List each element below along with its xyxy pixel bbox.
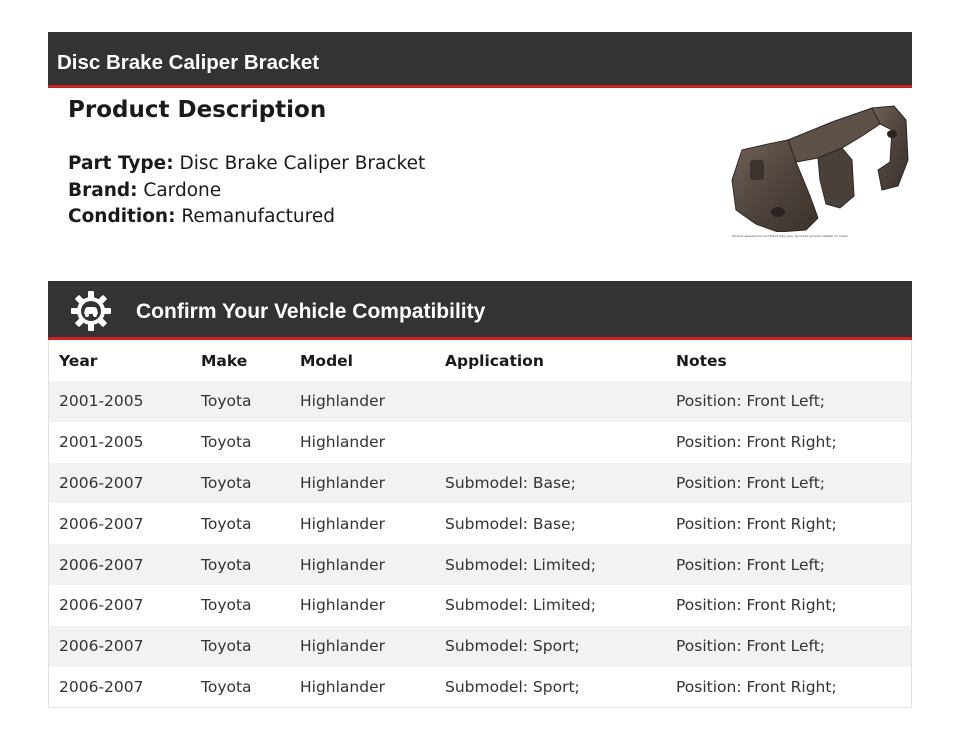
- cell-notes: Position: Front Left;: [666, 544, 912, 585]
- cell-make: Toyota: [191, 381, 290, 422]
- cell-application: Submodel: Sport;: [435, 667, 666, 708]
- part-type-value: Disc Brake Caliper Bracket: [179, 153, 426, 174]
- condition-value: Remanufactured: [181, 206, 335, 227]
- table-row: [49, 422, 912, 463]
- table-row: [49, 667, 912, 708]
- cell-model: Highlander: [290, 667, 435, 708]
- table-row: [49, 544, 912, 585]
- compatibility-table: [48, 340, 912, 708]
- table-row: [49, 585, 912, 626]
- caliper-bracket-image: [722, 100, 912, 232]
- cell-notes: Position: Front Right;: [666, 422, 912, 463]
- column-header-application: Application: [445, 351, 544, 370]
- cell-make: Toyota: [191, 585, 290, 626]
- cell-make: Toyota: [191, 667, 290, 708]
- table-row: [49, 503, 912, 544]
- part-type-label: Part Type:: [68, 153, 174, 174]
- cell-model: Highlander: [290, 585, 435, 626]
- column-header-make: Make: [201, 351, 248, 370]
- cell-notes: Position: Front Right;: [666, 667, 912, 708]
- cell-application: Submodel: Limited;: [435, 585, 666, 626]
- cell-year: 2006-2007: [49, 667, 191, 708]
- cell-model: Highlander: [290, 503, 435, 544]
- title-bar: [48, 32, 912, 88]
- brand-row: [68, 178, 425, 205]
- table-header-row: [49, 340, 912, 381]
- cell-notes: Position: Front Right;: [666, 585, 912, 626]
- cell-application: Submodel: Limited;: [435, 544, 666, 585]
- cell-model: Highlander: [290, 422, 435, 463]
- cell-make: Toyota: [191, 422, 290, 463]
- cell-year: 2001-2005: [49, 381, 191, 422]
- column-header-year: Year: [59, 351, 98, 370]
- cell-year: 2006-2007: [49, 503, 191, 544]
- table-row: [49, 463, 912, 504]
- compatibility-title: Confirm Your Vehicle Compatibility: [136, 300, 486, 323]
- gear-car-icon: [70, 290, 112, 332]
- brand-value: Cardone: [143, 179, 222, 201]
- compatibility-bar: [48, 281, 912, 340]
- column-header-notes: Notes: [676, 351, 727, 370]
- cell-year: 2006-2007: [49, 463, 191, 504]
- cell-model: Highlander: [290, 544, 435, 585]
- description-heading: Product Description: [68, 97, 327, 123]
- cell-year: 2006-2007: [49, 544, 191, 585]
- cell-application: [435, 422, 666, 463]
- brand-label: Brand:: [68, 179, 138, 201]
- cell-year: 2001-2005: [49, 422, 191, 463]
- product-title: Disc Brake Caliper Bracket: [57, 51, 320, 74]
- description-list: [68, 151, 425, 231]
- cell-year: 2006-2007: [49, 626, 191, 667]
- cell-model: Highlander: [290, 463, 435, 504]
- cell-notes: Position: Front Left;: [666, 381, 912, 422]
- cell-application: [435, 381, 666, 422]
- cell-make: Toyota: [191, 544, 290, 585]
- condition-row: [68, 204, 425, 231]
- cell-year: 2006-2007: [49, 585, 191, 626]
- image-caption: Product appearance and finish may vary, we'll add sensors rotation for notes: [732, 234, 848, 238]
- cell-make: Toyota: [191, 503, 290, 544]
- part-type-row: [68, 151, 425, 178]
- table-row: [49, 381, 912, 422]
- cell-notes: Position: Front Right;: [666, 503, 912, 544]
- cell-application: Submodel: Sport;: [435, 626, 666, 667]
- cell-application: Submodel: Base;: [435, 503, 666, 544]
- cell-model: Highlander: [290, 381, 435, 422]
- table-row: [49, 626, 912, 667]
- product-image: [722, 100, 912, 245]
- column-header-model: Model: [300, 351, 353, 370]
- cell-notes: Position: Front Left;: [666, 626, 912, 667]
- cell-make: Toyota: [191, 463, 290, 504]
- cell-make: Toyota: [191, 626, 290, 667]
- cell-notes: Position: Front Left;: [666, 463, 912, 504]
- cell-application: Submodel: Base;: [435, 463, 666, 504]
- condition-label: Condition:: [68, 206, 176, 227]
- cell-model: Highlander: [290, 626, 435, 667]
